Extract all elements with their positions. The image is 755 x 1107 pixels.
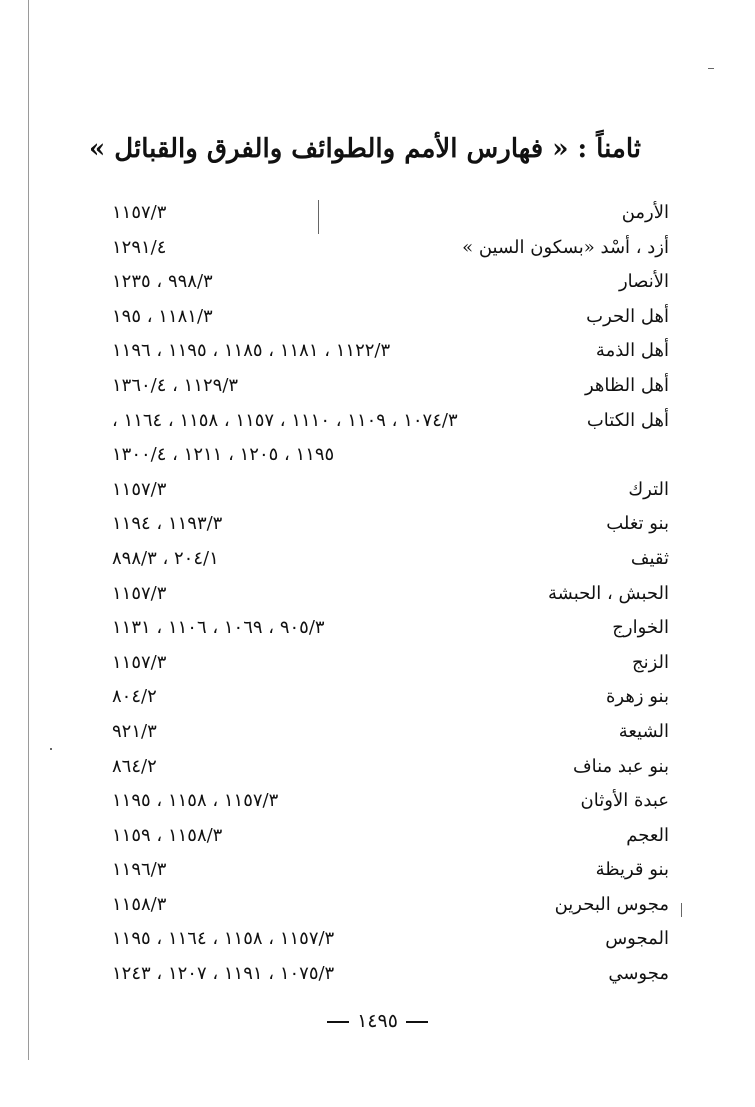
entry-name: المجوس	[605, 928, 669, 950]
scan-speck	[708, 68, 714, 69]
entry-name: الترك	[628, 478, 669, 500]
entry-references: ١١٢٢/٣ ، ١١٨١ ، ١١٨٥ ، ١١٩٥ ، ١١٩٦	[112, 340, 391, 362]
entry-references: ١١٩٥ ، ١٢٠٥ ، ١٢١١ ، ١٣٠٠/٤	[112, 444, 335, 466]
index-entry	[112, 473, 669, 508]
entry-references: ١١٥٧/٣	[112, 582, 167, 604]
scan-speck	[50, 748, 52, 750]
entry-name: الزنج	[631, 651, 669, 673]
entry-name: ثقيف	[630, 547, 669, 569]
left-margin-rule	[28, 0, 29, 1060]
entry-name: أهل الظاهر	[584, 374, 669, 396]
entry-name: بنو قريظة	[595, 859, 669, 881]
index-entry	[112, 300, 669, 335]
entry-references: ١٠٧٥/٣ ، ١١٩١ ، ١٢٠٧ ، ١٢٤٣	[112, 963, 335, 985]
index-entry	[112, 231, 669, 266]
page-footer	[0, 1010, 755, 1040]
index-entry	[112, 334, 669, 369]
index-entry	[112, 369, 669, 404]
index-entry	[112, 750, 669, 785]
entry-references: ١٠٧٤/٣ ، ١١٠٩ ، ١١١٠ ، ١١٥٧ ، ١١٥٨ ، ١١٦٤ ،	[112, 409, 458, 431]
entry-references: ٩٢١/٣	[112, 720, 157, 742]
index-entry	[112, 853, 669, 888]
footer-dash-right	[406, 1021, 428, 1023]
index-entry	[112, 957, 669, 992]
index-entry	[112, 922, 669, 957]
entry-references: ١١٥٧/٣	[112, 651, 167, 673]
entry-name: أزد ، أسْد «بسكون السين »	[462, 236, 669, 258]
index-entry	[112, 577, 669, 612]
entry-name: الحبش ، الحبشة	[548, 582, 669, 604]
entry-references: ٢٠٤/١ ، ٨٩٨/٣	[112, 547, 219, 569]
entry-references: ٨٠٤/٢	[112, 686, 157, 708]
page-number: ١٤٩٥	[357, 1010, 398, 1032]
scan-speck	[681, 903, 682, 917]
entry-name: مجوس البحرين	[554, 893, 669, 915]
entry-references: ٩٩٨/٣ ، ١٢٣٥	[112, 271, 213, 293]
entry-name: مجوسي	[608, 963, 669, 985]
page-title: ثامناً : « فهارس الأمم والطوائف والفرق والقبائل »	[88, 134, 642, 164]
index-entry	[112, 611, 669, 646]
entry-references: ١١٩٣/٣ ، ١١٩٤	[112, 513, 223, 535]
entry-name: الأنصار	[618, 271, 669, 293]
index-entry	[112, 438, 669, 473]
entry-name: الشيعة	[618, 720, 669, 742]
entry-name: الأرمن	[621, 202, 669, 223]
entry-references: ١١٥٨/٣	[112, 893, 167, 915]
entry-name: بنو عبد مناف	[572, 755, 669, 777]
entry-name: أهل الذمة	[595, 340, 669, 362]
entry-references: ١٢٩١/٤	[112, 236, 167, 258]
entry-name: أهل الحرب	[586, 305, 669, 327]
entry-name: بنو زهرة	[605, 686, 669, 708]
entry-references: ١١٥٧/٣ ، ١١٥٨ ، ١١٩٥	[112, 790, 279, 812]
index-entry	[112, 542, 669, 577]
index-entry	[112, 888, 669, 923]
entry-name: الخوارج	[612, 617, 669, 639]
entry-references: ١١٥٧/٣ ، ١١٥٨ ، ١١٦٤ ، ١١٩٥	[112, 928, 335, 950]
index-entry	[112, 646, 669, 681]
entry-references: ٨٦٤/٢	[112, 755, 157, 777]
entry-references: ١١٩٦/٣	[112, 859, 167, 881]
entry-references: ١١٥٨/٣ ، ١١٥٩	[112, 824, 223, 846]
footer-dash-left	[327, 1021, 349, 1023]
index-entry	[112, 507, 669, 542]
entry-references: ١١٨١/٣ ، ١٩٥	[112, 305, 213, 327]
entry-references: ١١٢٩/٣ ، ١٣٦٠/٤	[112, 374, 239, 396]
index-entry	[112, 404, 669, 439]
index-entries-list	[112, 196, 669, 992]
index-entry	[112, 784, 669, 819]
entry-references: ١١٥٧/٣	[112, 478, 167, 500]
index-entry	[112, 265, 669, 300]
entry-name: بنو تغلب	[606, 513, 669, 535]
entry-references: ١١٥٧/٣	[112, 202, 167, 223]
entry-name: أهل الكتاب	[586, 409, 669, 431]
index-entry	[112, 715, 669, 750]
index-entry	[112, 819, 669, 854]
entry-name: عبدة الأوثان	[580, 790, 669, 812]
entry-references: ٩٠٥/٣ ، ١٠٦٩ ، ١١٠٦ ، ١١٣١	[112, 617, 325, 639]
index-entry	[112, 196, 669, 231]
entry-name: العجم	[626, 824, 669, 846]
index-entry	[112, 680, 669, 715]
